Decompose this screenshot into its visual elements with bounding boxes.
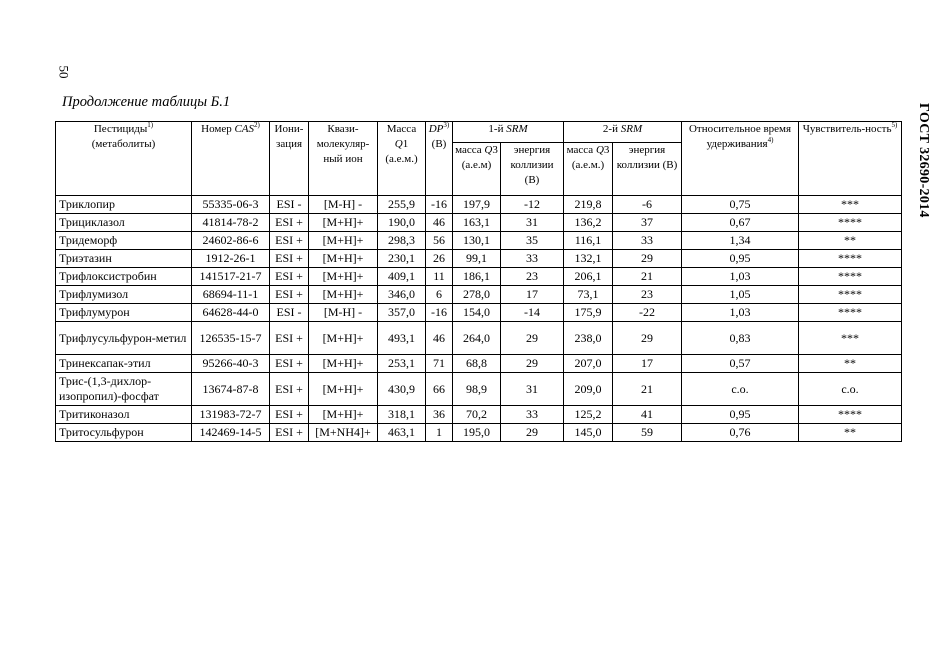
ionization: ESI +: [270, 355, 309, 373]
ionization: ESI +: [270, 268, 309, 286]
dp-value: 66: [426, 373, 453, 406]
header-sensitivity: Чувствитель-ность$^{5)}$: [799, 122, 902, 196]
table-row: [56, 406, 902, 424]
table-row: [56, 304, 902, 322]
cas-number: 24602-86-6: [192, 232, 270, 250]
ionization: ESI -: [270, 304, 309, 322]
table-row: [56, 232, 902, 250]
dp-value: 1: [426, 424, 453, 442]
srm2-energy: 59: [613, 424, 682, 442]
header-srm1: 1-й SRM: [453, 122, 564, 143]
ionization: ESI -: [270, 196, 309, 214]
table-row: [56, 355, 902, 373]
pesticide-name: Тритиконазол: [56, 406, 192, 424]
quasi-ion: [M+H]+: [309, 355, 378, 373]
table-row: [56, 373, 902, 406]
relative-time: с.о.: [682, 373, 799, 406]
table-caption: Продолжение таблицы Б.1: [62, 94, 231, 110]
standard-designation: ГОСТ 32690-2014: [916, 103, 931, 218]
ionization: ESI +: [270, 424, 309, 442]
sensitivity: **: [799, 355, 902, 373]
srm2-mass: 116,1: [564, 232, 613, 250]
table-row: [56, 424, 902, 442]
header-dp: DP$^{3)}$ (В): [426, 122, 453, 196]
pesticide-name: Трифлумурон: [56, 304, 192, 322]
srm1-energy: 29: [501, 355, 564, 373]
srm1-energy: 29: [501, 322, 564, 355]
cas-number: 41814-78-2: [192, 214, 270, 232]
header-relative-time: Относительное время удерживания$^{4)}$: [682, 122, 799, 196]
dp-value: 46: [426, 322, 453, 355]
srm1-mass: 264,0: [453, 322, 501, 355]
relative-time: 1,03: [682, 304, 799, 322]
cas-number: 64628-44-0: [192, 304, 270, 322]
relative-time: 0,76: [682, 424, 799, 442]
srm1-mass: 70,2: [453, 406, 501, 424]
srm2-energy: 37: [613, 214, 682, 232]
mass-q1: 318,1: [378, 406, 426, 424]
header-srm2-mass: масса Q3 (а.е.м.): [564, 143, 613, 196]
srm2-energy: 41: [613, 406, 682, 424]
ionization: ESI +: [270, 286, 309, 304]
quasi-ion: [M-H] -: [309, 304, 378, 322]
pesticide-name: Тринексапак-этил: [56, 355, 192, 373]
srm2-mass: 145,0: [564, 424, 613, 442]
relative-time: 0,57: [682, 355, 799, 373]
dp-value: 46: [426, 214, 453, 232]
srm2-mass: 73,1: [564, 286, 613, 304]
quasi-ion: [M+H]+: [309, 214, 378, 232]
srm2-energy: 29: [613, 322, 682, 355]
quasi-ion: [M+H]+: [309, 373, 378, 406]
srm1-mass: 195,0: [453, 424, 501, 442]
dp-value: -16: [426, 304, 453, 322]
mass-q1: 190,0: [378, 214, 426, 232]
header-srm1-energy: энергия коллизии (В): [501, 143, 564, 196]
srm1-energy: 31: [501, 373, 564, 406]
srm2-mass: 207,0: [564, 355, 613, 373]
srm2-mass: 125,2: [564, 406, 613, 424]
cas-number: 55335-06-3: [192, 196, 270, 214]
srm2-energy: 29: [613, 250, 682, 268]
ionization: ESI +: [270, 322, 309, 355]
quasi-ion: [M+H]+: [309, 250, 378, 268]
srm1-mass: 98,9: [453, 373, 501, 406]
srm2-energy: 17: [613, 355, 682, 373]
table-row: [56, 268, 902, 286]
ionization: ESI +: [270, 214, 309, 232]
sensitivity: ****: [799, 286, 902, 304]
sensitivity: ***: [799, 196, 902, 214]
quasi-ion: [M+H]+: [309, 406, 378, 424]
dp-value: 71: [426, 355, 453, 373]
cas-number: 68694-11-1: [192, 286, 270, 304]
dp-value: -16: [426, 196, 453, 214]
mass-q1: 255,9: [378, 196, 426, 214]
table-row: [56, 196, 902, 214]
sensitivity: с.о.: [799, 373, 902, 406]
dp-value: 36: [426, 406, 453, 424]
srm2-energy: 21: [613, 268, 682, 286]
header-srm2-energy: энергия коллизии (В): [613, 143, 682, 196]
srm1-mass: 186,1: [453, 268, 501, 286]
ionization: ESI +: [270, 406, 309, 424]
srm2-mass: 219,8: [564, 196, 613, 214]
srm1-mass: 163,1: [453, 214, 501, 232]
table-row: [56, 286, 902, 304]
cas-number: 95266-40-3: [192, 355, 270, 373]
table-row: [56, 322, 902, 355]
pesticide-table: [55, 121, 902, 442]
srm2-energy: -6: [613, 196, 682, 214]
sensitivity: ****: [799, 268, 902, 286]
srm2-energy: 21: [613, 373, 682, 406]
cas-number: 1912-26-1: [192, 250, 270, 268]
header-srm1-mass: масса Q3 (а.е.м): [453, 143, 501, 196]
sensitivity: ****: [799, 304, 902, 322]
header-mass-q1: Масса Q1 (а.е.м.): [378, 122, 426, 196]
table-row: [56, 250, 902, 268]
relative-time: 0,95: [682, 250, 799, 268]
ionization: ESI +: [270, 250, 309, 268]
relative-time: 1,03: [682, 268, 799, 286]
cas-number: 126535-15-7: [192, 322, 270, 355]
relative-time: 0,75: [682, 196, 799, 214]
sensitivity: ***: [799, 322, 902, 355]
srm1-energy: -12: [501, 196, 564, 214]
dp-value: 26: [426, 250, 453, 268]
srm1-energy: 17: [501, 286, 564, 304]
sensitivity: **: [799, 232, 902, 250]
dp-value: 11: [426, 268, 453, 286]
ionization: ESI +: [270, 373, 309, 406]
sensitivity: **: [799, 424, 902, 442]
relative-time: 0,95: [682, 406, 799, 424]
cas-number: 142469-14-5: [192, 424, 270, 442]
srm1-mass: 99,1: [453, 250, 501, 268]
pesticide-name: Трициклазол: [56, 214, 192, 232]
mass-q1: 253,1: [378, 355, 426, 373]
srm2-mass: 136,2: [564, 214, 613, 232]
pesticide-name: Трифлоксистробин: [56, 268, 192, 286]
mass-q1: 463,1: [378, 424, 426, 442]
srm1-mass: 197,9: [453, 196, 501, 214]
srm2-energy: 33: [613, 232, 682, 250]
cas-number: 13674-87-8: [192, 373, 270, 406]
srm2-mass: 238,0: [564, 322, 613, 355]
pesticide-name: Трифлусульфурон-метил: [56, 322, 192, 355]
srm1-energy: 29: [501, 424, 564, 442]
sensitivity: ****: [799, 214, 902, 232]
srm2-energy: 23: [613, 286, 682, 304]
cas-number: 141517-21-7: [192, 268, 270, 286]
srm1-energy: 23: [501, 268, 564, 286]
page-number: 50: [56, 65, 72, 79]
srm1-energy: 33: [501, 250, 564, 268]
pesticide-name: Тридеморф: [56, 232, 192, 250]
quasi-ion: [M+H]+: [309, 268, 378, 286]
relative-time: 1,05: [682, 286, 799, 304]
header-srm2: 2-й SRM: [564, 122, 682, 143]
pesticide-name: Трис-(1,3-дихлор-изопропил)-фосфат: [56, 373, 192, 406]
srm2-mass: 175,9: [564, 304, 613, 322]
quasi-ion: [M-H] -: [309, 196, 378, 214]
quasi-ion: [M+H]+: [309, 232, 378, 250]
quasi-ion: [M+NH4]+: [309, 424, 378, 442]
mass-q1: 230,1: [378, 250, 426, 268]
header-quasi-ion: Квази-молекуляр-ный ион: [309, 122, 378, 196]
relative-time: 0,83: [682, 322, 799, 355]
relative-time: 0,67: [682, 214, 799, 232]
srm2-mass: 209,0: [564, 373, 613, 406]
mass-q1: 357,0: [378, 304, 426, 322]
srm1-energy: 33: [501, 406, 564, 424]
mass-q1: 409,1: [378, 268, 426, 286]
dp-value: 56: [426, 232, 453, 250]
dp-value: 6: [426, 286, 453, 304]
cas-number: 131983-72-7: [192, 406, 270, 424]
mass-q1: 493,1: [378, 322, 426, 355]
srm2-mass: 206,1: [564, 268, 613, 286]
srm1-mass: 68,8: [453, 355, 501, 373]
srm1-energy: -14: [501, 304, 564, 322]
table-row: [56, 214, 902, 232]
srm1-energy: 31: [501, 214, 564, 232]
mass-q1: 346,0: [378, 286, 426, 304]
srm2-mass: 132,1: [564, 250, 613, 268]
pesticide-name: Триклопир: [56, 196, 192, 214]
quasi-ion: [M+H]+: [309, 286, 378, 304]
mass-q1: 430,9: [378, 373, 426, 406]
header-cas: Номер CAS$^{2)}$: [192, 122, 270, 196]
srm1-energy: 35: [501, 232, 564, 250]
srm1-mass: 278,0: [453, 286, 501, 304]
header-pesticides: Пестициды$^{1)}$ (метаболиты): [56, 122, 192, 196]
pesticide-name: Трифлумизол: [56, 286, 192, 304]
pesticide-name: Тритосульфурон: [56, 424, 192, 442]
srm2-energy: -22: [613, 304, 682, 322]
pesticide-name: Триэтазин: [56, 250, 192, 268]
sensitivity: ****: [799, 406, 902, 424]
mass-q1: 298,3: [378, 232, 426, 250]
sensitivity: ****: [799, 250, 902, 268]
ionization: ESI +: [270, 232, 309, 250]
relative-time: 1,34: [682, 232, 799, 250]
header-ionization: Иони-зация: [270, 122, 309, 196]
quasi-ion: [M+H]+: [309, 322, 378, 355]
srm1-mass: 130,1: [453, 232, 501, 250]
srm1-mass: 154,0: [453, 304, 501, 322]
